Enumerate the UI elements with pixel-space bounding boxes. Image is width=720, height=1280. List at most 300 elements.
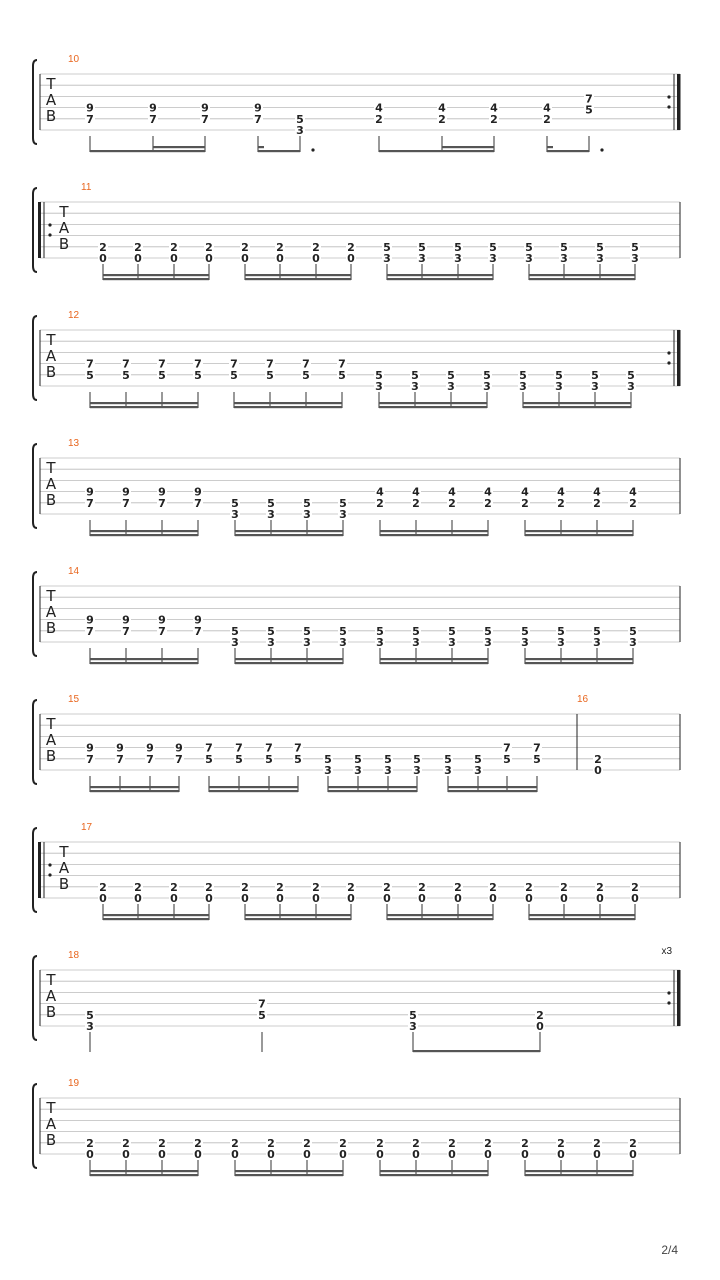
fret-number: 2 [536, 1008, 544, 1022]
fret-number: 0 [122, 1148, 130, 1161]
system-bracket [33, 828, 37, 912]
fret-number: 4 [543, 101, 551, 115]
chord [295, 113, 305, 152]
tab-letter: B [45, 619, 57, 637]
repeat-dot [667, 361, 670, 364]
fret-number: 2 [521, 496, 529, 510]
fret-number: 5 [448, 624, 456, 638]
fret-number: 7 [122, 624, 130, 638]
measure-number: 15 [68, 694, 80, 705]
fret-number: 3 [303, 508, 311, 521]
repeat-end-thick-bar [677, 970, 681, 1026]
chord [592, 486, 602, 536]
measure-number: 17 [81, 822, 93, 833]
system-bracket [33, 444, 37, 528]
fret-number: 7 [258, 997, 266, 1011]
fret-number: 2 [339, 1136, 347, 1150]
fret-number: 5 [303, 624, 311, 638]
tab-letter: B [45, 491, 57, 509]
fret-number: 0 [412, 1148, 420, 1161]
chord [145, 742, 155, 792]
beam [413, 1050, 540, 1052]
chord [85, 614, 95, 664]
fret-number: 4 [376, 485, 384, 499]
tab-system [33, 694, 680, 792]
fret-number: 0 [312, 252, 320, 265]
tab-letter: B [58, 875, 70, 893]
chord [157, 614, 167, 664]
beam [90, 662, 198, 664]
beam [103, 918, 209, 920]
fret-number: 7 [265, 741, 273, 755]
fret-number: 4 [593, 485, 601, 499]
fret-number: 9 [194, 485, 202, 499]
chord [489, 102, 499, 152]
chord [532, 742, 542, 792]
fret-number: 5 [383, 240, 391, 254]
fret-number: 5 [354, 752, 362, 766]
fret-number: 4 [448, 485, 456, 499]
fret-number: 5 [484, 624, 492, 638]
fret-number: 7 [149, 112, 157, 126]
fret-number: 2 [454, 880, 462, 894]
fret-number: 2 [383, 880, 391, 894]
fret-number: 0 [557, 1148, 565, 1161]
fret-number: 2 [134, 880, 142, 894]
beam [235, 1170, 343, 1172]
fret-number: 2 [489, 880, 497, 894]
fret-number: 2 [122, 1136, 130, 1150]
fret-number: 2 [205, 240, 213, 254]
fret-number: 0 [158, 1148, 166, 1161]
repeat-end-thick-bar [677, 74, 681, 130]
fret-number: 4 [490, 101, 498, 115]
fret-number: 0 [347, 892, 355, 905]
fret-number: 7 [146, 752, 154, 766]
tab-letter: A [45, 987, 57, 1005]
beam [90, 534, 198, 536]
fret-number: 3 [560, 252, 568, 265]
beam [525, 1174, 633, 1176]
fret-number: 3 [447, 380, 455, 393]
fret-number: 4 [412, 485, 420, 499]
tab-system [33, 182, 680, 280]
repeat-dot [48, 863, 51, 866]
chord [229, 358, 239, 408]
fret-number: 2 [560, 880, 568, 894]
fret-number: 5 [302, 368, 310, 382]
fret-number: 5 [560, 240, 568, 254]
fret-number: 9 [149, 101, 157, 115]
tab-system [33, 946, 681, 1052]
fret-number: 5 [418, 240, 426, 254]
fret-number: 0 [383, 892, 391, 905]
tab-letter: B [45, 747, 57, 765]
beam [529, 918, 635, 920]
fret-number: 0 [629, 1148, 637, 1161]
fret-number: 3 [296, 124, 304, 137]
beam [234, 406, 342, 408]
fret-number: 3 [339, 636, 347, 649]
fret-number: 5 [324, 752, 332, 766]
fret-number: 3 [627, 380, 635, 393]
fret-number: 5 [376, 624, 384, 638]
fret-number: 2 [170, 240, 178, 254]
fret-number: 2 [593, 496, 601, 510]
beam [209, 786, 298, 788]
fret-number: 0 [205, 892, 213, 905]
beam [103, 914, 209, 916]
fret-number: 3 [231, 508, 239, 521]
tab-letter: A [45, 91, 57, 109]
fret-number: 4 [629, 485, 637, 499]
tab-system [33, 566, 680, 664]
fret-number: 0 [312, 892, 320, 905]
fret-number: 5 [86, 368, 94, 382]
tab-system [33, 54, 681, 152]
fret-number: 2 [525, 880, 533, 894]
tab-system [33, 822, 680, 920]
fret-number: 0 [241, 252, 249, 265]
fret-number: 5 [296, 112, 304, 126]
fret-number: 0 [489, 892, 497, 905]
chord [121, 486, 131, 536]
fret-number: 0 [418, 892, 426, 905]
beam [90, 790, 179, 792]
fret-number: 5 [483, 368, 491, 382]
fret-number: 0 [594, 764, 602, 777]
beam [90, 406, 198, 408]
fret-number: 7 [158, 357, 166, 371]
beam [380, 530, 488, 532]
fret-number: 7 [254, 112, 262, 126]
beam [529, 914, 635, 916]
chord [264, 742, 274, 792]
measure-number: 13 [68, 438, 80, 449]
beam [523, 402, 631, 404]
chord [375, 486, 385, 536]
system-bracket [33, 572, 37, 656]
fret-number: 3 [629, 636, 637, 649]
beam [387, 914, 493, 916]
fret-number: 2 [412, 1136, 420, 1150]
measure-number: 12 [68, 310, 80, 321]
fret-number: 7 [205, 741, 213, 755]
fret-number: 9 [122, 613, 130, 627]
fret-number: 3 [448, 636, 456, 649]
fret-number: 7 [158, 496, 166, 510]
fret-number: 3 [409, 1020, 417, 1033]
fret-number: 5 [231, 624, 239, 638]
fret-number: 9 [201, 101, 209, 115]
fret-number: 5 [412, 624, 420, 638]
fret-number: 0 [376, 1148, 384, 1161]
fret-number: 5 [521, 624, 529, 638]
chord [157, 486, 167, 536]
fret-number: 0 [170, 252, 178, 265]
repeat-count: x3 [661, 946, 672, 957]
fret-number: 5 [596, 240, 604, 254]
fret-number: 2 [312, 240, 320, 254]
fret-number: 7 [194, 624, 202, 638]
fret-number: 2 [543, 112, 551, 126]
fret-number: 2 [241, 880, 249, 894]
beam [380, 1174, 488, 1176]
fret-number: 3 [474, 764, 482, 777]
fret-number: 2 [99, 880, 107, 894]
tab-letter: A [58, 859, 70, 877]
system-bracket [33, 316, 37, 400]
beam [525, 530, 633, 532]
fret-number: 5 [474, 752, 482, 766]
beam [245, 278, 351, 280]
fret-number: 3 [483, 380, 491, 393]
fret-number: 9 [86, 613, 94, 627]
beam [328, 786, 417, 788]
fret-number: 2 [629, 496, 637, 510]
fret-number: 4 [375, 101, 383, 115]
fret-number: 2 [596, 880, 604, 894]
repeat-dot [48, 873, 51, 876]
beam [235, 530, 343, 532]
chord [337, 358, 347, 408]
fret-number: 9 [86, 101, 94, 115]
tab-letter: A [45, 1115, 57, 1133]
fret-number: 5 [231, 496, 239, 510]
fret-number: 5 [413, 752, 421, 766]
fret-number: 3 [413, 764, 421, 777]
fret-number: 7 [533, 741, 541, 755]
tab-letter: B [58, 235, 70, 253]
fret-number: 3 [267, 636, 275, 649]
beam [387, 274, 493, 276]
tab-letter: T [46, 971, 56, 989]
fret-number: 2 [594, 752, 602, 766]
fret-number: 3 [593, 636, 601, 649]
fret-number: 2 [629, 1136, 637, 1150]
chord [408, 1009, 418, 1033]
beam [379, 406, 487, 408]
fret-number: 5 [339, 496, 347, 510]
beam [235, 658, 343, 660]
fret-number: 5 [267, 496, 275, 510]
fret-number: 3 [339, 508, 347, 521]
tab-system [33, 438, 680, 536]
fret-number: 2 [170, 880, 178, 894]
fret-number: 2 [303, 1136, 311, 1150]
tab-letter: T [46, 331, 56, 349]
fret-number: 0 [339, 1148, 347, 1161]
page-number: 2/4 [661, 1243, 678, 1257]
fret-number: 9 [86, 485, 94, 499]
fret-number: 2 [521, 1136, 529, 1150]
fret-number: 2 [557, 496, 565, 510]
fret-number: 0 [347, 252, 355, 265]
chord [193, 358, 203, 408]
fret-number: 7 [86, 624, 94, 638]
beam [235, 534, 343, 536]
fret-number: 3 [375, 380, 383, 393]
fret-number: 5 [519, 368, 527, 382]
repeat-start-thick-bar [38, 842, 41, 898]
fret-number: 5 [235, 752, 243, 766]
fret-number: 0 [134, 892, 142, 905]
beam [209, 790, 298, 792]
repeat-start-thick-bar [38, 202, 41, 258]
fret-number: 0 [231, 1148, 239, 1161]
fret-number: 0 [448, 1148, 456, 1161]
fret-number: 9 [175, 741, 183, 755]
fret-number: 3 [86, 1020, 94, 1033]
fret-number: 2 [312, 880, 320, 894]
chord [85, 1009, 95, 1033]
beam [529, 274, 635, 276]
chord [200, 102, 210, 152]
fret-number: 5 [585, 103, 593, 117]
beam [90, 1174, 198, 1176]
tab-letter: T [59, 843, 69, 861]
chord [148, 102, 158, 152]
fret-number: 5 [267, 624, 275, 638]
repeat-end-thick-bar [677, 330, 681, 386]
fret-number: 3 [454, 252, 462, 265]
fret-number: 3 [557, 636, 565, 649]
fret-number: 2 [448, 496, 456, 510]
fret-number: 7 [86, 357, 94, 371]
chord [593, 753, 603, 777]
fret-number: 0 [276, 892, 284, 905]
chord [584, 92, 594, 152]
fret-number: 7 [122, 357, 130, 371]
fret-number: 3 [555, 380, 563, 393]
fret-number: 3 [525, 252, 533, 265]
beam [387, 278, 493, 280]
measure-number: 19 [68, 1078, 80, 1089]
fret-number: 0 [86, 1148, 94, 1161]
chord [542, 102, 552, 152]
fret-number: 2 [412, 496, 420, 510]
fret-number: 0 [303, 1148, 311, 1161]
tab-letter: A [45, 475, 57, 493]
system-bracket [33, 956, 37, 1040]
fret-number: 0 [631, 892, 639, 905]
chord [293, 742, 303, 792]
chord [374, 102, 384, 152]
tab-letter: A [58, 219, 70, 237]
fret-number: 0 [596, 892, 604, 905]
fret-number: 7 [585, 92, 593, 106]
measure-number: 16 [577, 694, 589, 705]
chord [157, 358, 167, 408]
fret-number: 2 [86, 1136, 94, 1150]
fret-number: 2 [484, 496, 492, 510]
chord [121, 358, 131, 408]
fret-number: 9 [254, 101, 262, 115]
beam [245, 274, 351, 276]
fret-number: 9 [158, 485, 166, 499]
beam [387, 918, 493, 920]
beam [547, 146, 553, 148]
fret-number: 2 [448, 1136, 456, 1150]
fret-number: 0 [593, 1148, 601, 1161]
chord [502, 742, 512, 792]
repeat-dot [667, 1001, 670, 1004]
fret-number: 5 [533, 752, 541, 766]
fret-number: 7 [294, 741, 302, 755]
fret-number: 5 [555, 368, 563, 382]
beam [379, 402, 487, 404]
fret-number: 3 [324, 764, 332, 777]
chord [121, 614, 131, 664]
fret-number: 7 [503, 741, 511, 755]
beam [245, 918, 351, 920]
fret-number: 2 [376, 496, 384, 510]
fret-number: 5 [454, 240, 462, 254]
measure-number: 18 [68, 950, 80, 961]
tab-system [33, 310, 681, 408]
tab-letter: T [59, 203, 69, 221]
tab-letter: A [45, 731, 57, 749]
fret-number: 2 [267, 1136, 275, 1150]
fret-number: 5 [265, 752, 273, 766]
tab-letter: T [46, 715, 56, 733]
fret-number: 2 [241, 240, 249, 254]
chord [301, 358, 311, 408]
beam [525, 1170, 633, 1172]
beam [547, 150, 589, 152]
system-bracket [33, 1084, 37, 1168]
fret-number: 5 [631, 240, 639, 254]
fret-number: 0 [521, 1148, 529, 1161]
fret-number: 2 [593, 1136, 601, 1150]
repeat-dot [667, 105, 670, 108]
system-bracket [33, 188, 37, 272]
fret-number: 5 [627, 368, 635, 382]
chord [535, 1009, 545, 1033]
beam [153, 146, 205, 148]
chord [193, 614, 203, 664]
chord [85, 102, 95, 152]
fret-number: 5 [303, 496, 311, 510]
fret-number: 3 [521, 636, 529, 649]
fret-number: 0 [99, 892, 107, 905]
measure-number: 11 [81, 182, 92, 193]
fret-number: 4 [438, 101, 446, 115]
beam [448, 790, 537, 792]
fret-number: 9 [116, 741, 124, 755]
fret-number: 3 [376, 636, 384, 649]
beam [380, 658, 488, 660]
tab-letter: T [46, 587, 56, 605]
beam [442, 146, 494, 148]
fret-number: 4 [521, 485, 529, 499]
beam [245, 914, 351, 916]
tab-letter: T [46, 1099, 56, 1117]
fret-number: 2 [231, 1136, 239, 1150]
fret-number: 0 [134, 252, 142, 265]
fret-number: 2 [194, 1136, 202, 1150]
fret-number: 0 [276, 252, 284, 265]
repeat-dot [667, 991, 670, 994]
chord [520, 486, 530, 536]
fret-number: 3 [489, 252, 497, 265]
fret-number: 2 [276, 880, 284, 894]
fret-number: 9 [194, 613, 202, 627]
beam [235, 1174, 343, 1176]
fret-number: 5 [557, 624, 565, 638]
fret-number: 7 [201, 112, 209, 126]
tab-letter: B [45, 107, 57, 125]
